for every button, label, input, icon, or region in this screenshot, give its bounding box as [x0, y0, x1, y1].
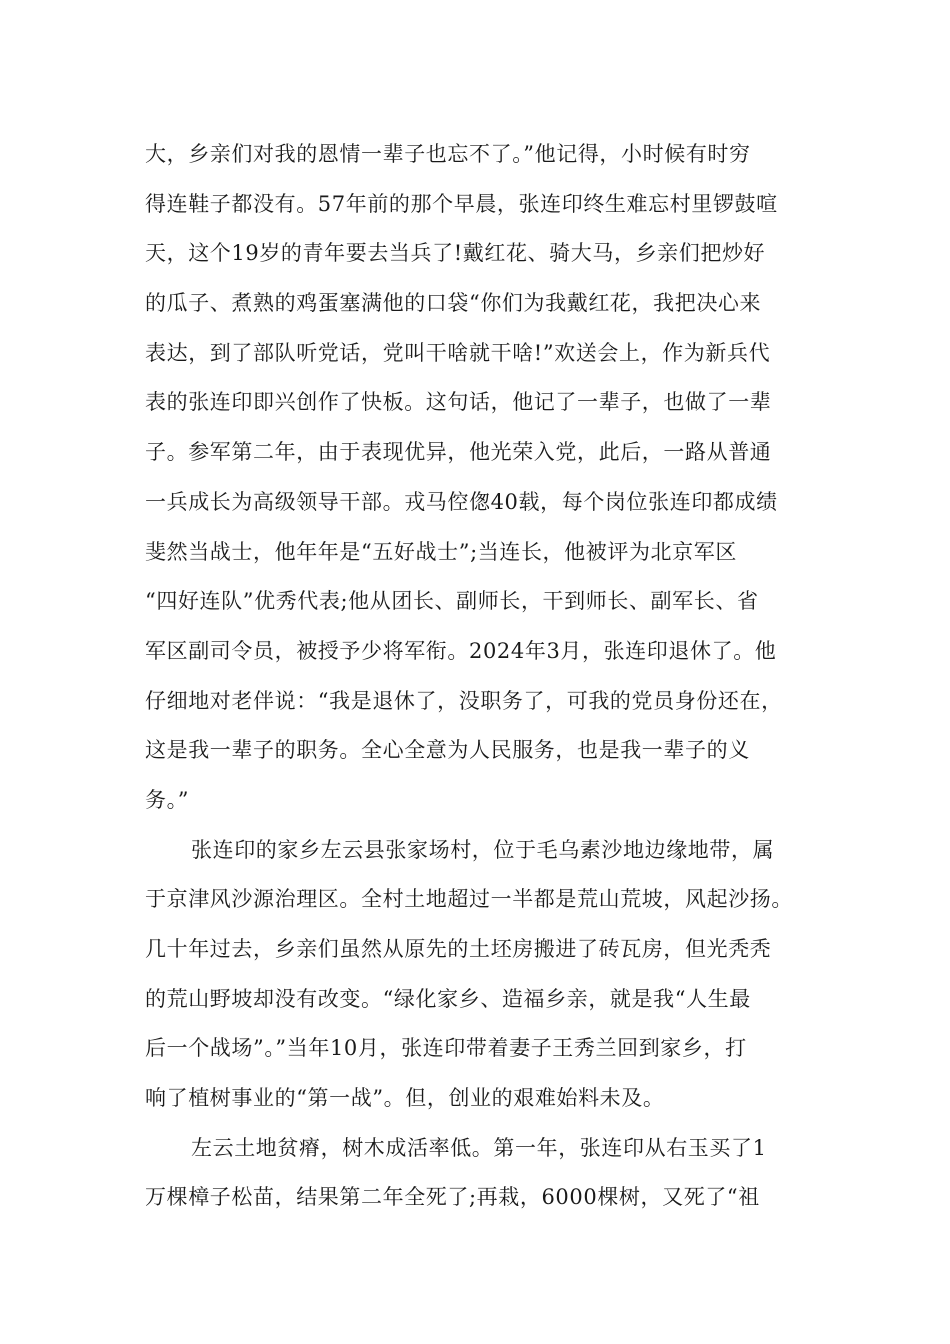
text-line: 得连鞋子都没有。57年前的那个早晨，张连印终生难忘村里锣鼓喧 [145, 191, 778, 216]
text-line: 仔细地对老伴说：“我是退休了，没职务了，可我的党员身份还在， [145, 688, 783, 713]
text-line: 万棵樟子松苗，结果第二年全死了;再栽，6000棵树，又死了“祖 [145, 1185, 760, 1210]
text-line: 于京津风沙源治理区。全村土地超过一半都是荒山荒坡，风起沙扬。 [145, 887, 793, 912]
text-line: 表的张连印即兴创作了快板。这句话，他记了一辈子，也做了一辈 [145, 390, 772, 415]
text-line: “四好连队”优秀代表;他从团长、副师长，干到师长、副军长、省 [145, 589, 759, 614]
text-line: 这是我一辈子的职务。全心全意为人民服务，也是我一辈子的义 [145, 738, 750, 763]
paragraph-start-line: 左云土地贫瘠，树木成活率低。第一年，张连印从右玉买了1 [191, 1135, 767, 1160]
text-line: 一兵成长为高级领导干部。戎马倥偬40载，每个岗位张连印都成绩 [145, 489, 778, 514]
text-line: 军区副司令员，被授予少将军衔。2024年3月，张连印退休了。他 [145, 638, 777, 663]
text-line: 表达，到了部队听党话，党叫干啥就干啥!”欢送会上，作为新兵代 [145, 340, 771, 365]
text-line: 的瓜子、煮熟的鸡蛋塞满他的口袋“你们为我戴红花，我把决心来 [145, 291, 762, 316]
text-line: 天，这个19岁的青年要去当兵了!戴红花、骑大马，乡亲们把炒好 [145, 241, 766, 266]
text-line: 后一个战场”。”当年10月，张连印带着妻子王秀兰回到家乡，打 [145, 1036, 747, 1061]
paragraph-start-line: 张连印的家乡左云县张家场村，位于毛乌素沙地边缘地带，属 [191, 837, 775, 862]
body-text [145, 130, 825, 1223]
text-line: 响了植树事业的“第一战”。但，创业的艰难始料未及。 [145, 1086, 665, 1111]
text-line: 斐然当战士，他年年是“五好战士”;当连长，他被评为北京军区 [145, 539, 737, 564]
text-line: 子。参军第二年，由于表现优异，他光荣入党，此后，一路从普通 [145, 440, 772, 465]
text-line: 大，乡亲们对我的恩情一辈子也忘不了。”他记得，小时候有时穷 [145, 142, 751, 166]
text-line: 务。” [145, 787, 190, 812]
text-line: 几十年过去，乡亲们虽然从原先的土坯房搬进了砖瓦房，但光秃秃 [145, 937, 772, 961]
text-line: 的荒山野坡却没有改变。“绿化家乡、造福乡亲，就是我“人生最 [145, 986, 751, 1011]
